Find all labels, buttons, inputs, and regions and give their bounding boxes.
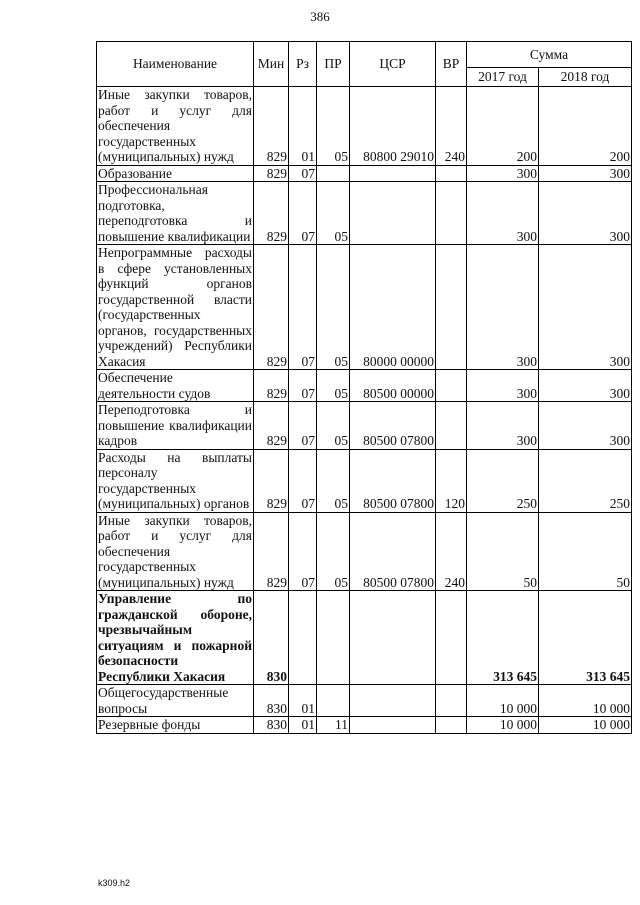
row-name: Общегосударственные вопросы — [97, 685, 254, 717]
table-row — [97, 717, 632, 734]
row-rz: 07 — [289, 402, 317, 450]
header-name: Наименование — [97, 42, 254, 87]
row-name: Иные закупки товаров, работ и услуг для обеспечения государственных (муниципальных) нужд — [98, 512, 252, 590]
row-vr — [436, 717, 467, 734]
row-sum-2017: 50 — [467, 512, 539, 591]
footer-code: k309.h2 — [98, 878, 131, 888]
row-min: 829 — [254, 370, 289, 402]
header-pr: ПР — [317, 42, 350, 87]
row-name: Обеспечение деятельности судов — [97, 370, 254, 402]
row-csr: 80800 29010 — [350, 87, 436, 166]
row-min: 830 — [254, 717, 289, 734]
row-min: 829 — [254, 512, 289, 591]
row-csr: 80500 00000 — [350, 370, 436, 402]
table-row — [97, 87, 632, 166]
row-name: Иные закупки товаров, работ и услуг для обеспечения государственных (муниципальных) нужд — [98, 87, 252, 164]
row-sum-2018: 50 — [539, 512, 632, 591]
row-min: 830 — [254, 685, 289, 717]
row-sum-2018: 10 000 — [539, 685, 632, 717]
row-pr: 11 — [317, 717, 350, 734]
row-sum-2017: 313 645 — [467, 591, 539, 685]
row-name: Непрограммные расходы в сфере установленных функций органов государственной власти (государственных органов, государственных учреждений) Республики Хакасия — [98, 245, 252, 369]
row-rz: 07 — [289, 512, 317, 591]
row-pr: 05 — [317, 182, 350, 245]
row-sum-2018: 300 — [539, 165, 632, 182]
row-sum-2018: 300 — [539, 182, 632, 245]
row-min: 829 — [254, 87, 289, 166]
row-min: 829 — [254, 245, 289, 370]
row-name: Управление по гражданской обороне, чрезвычайным ситуациям и пожарной безопасности Республики Хакасия — [98, 591, 252, 684]
row-sum-2018: 300 — [539, 402, 632, 450]
row-rz: 01 — [289, 717, 317, 734]
table-row — [97, 245, 632, 370]
header-rz: Рз — [289, 42, 317, 87]
row-csr — [350, 182, 436, 245]
table-row — [97, 370, 632, 402]
row-sum-2018: 300 — [539, 370, 632, 402]
row-pr: 05 — [317, 87, 350, 166]
row-vr: 240 — [436, 512, 467, 591]
table-row — [97, 449, 632, 512]
header-year-2017: 2017 год — [467, 68, 539, 87]
row-sum-2017: 200 — [467, 87, 539, 166]
row-pr: 05 — [317, 402, 350, 450]
row-name: Переподготовка и повышение квалификации кадров — [98, 402, 252, 448]
row-min: 829 — [254, 402, 289, 450]
row-rz: 07 — [289, 182, 317, 245]
row-sum-2018: 250 — [539, 449, 632, 512]
row-rz: 01 — [289, 685, 317, 717]
row-pr: 05 — [317, 512, 350, 591]
row-vr — [436, 370, 467, 402]
row-sum-2018: 300 — [539, 245, 632, 370]
table-row — [97, 685, 632, 717]
row-csr: 80500 07800 — [350, 449, 436, 512]
row-vr — [436, 182, 467, 245]
row-vr — [436, 402, 467, 450]
row-pr: 05 — [317, 245, 350, 370]
row-pr — [317, 591, 350, 685]
row-name: Резервные фонды — [97, 717, 254, 734]
row-pr: 05 — [317, 370, 350, 402]
row-vr — [436, 591, 467, 685]
row-min: 830 — [254, 591, 289, 685]
table-row — [97, 165, 632, 182]
row-min: 829 — [254, 449, 289, 512]
row-rz — [289, 591, 317, 685]
row-rz: 07 — [289, 245, 317, 370]
row-sum-2017: 300 — [467, 370, 539, 402]
table-row — [97, 182, 632, 245]
row-name: Образование — [97, 165, 254, 182]
row-vr — [436, 685, 467, 717]
header-sum: Сумма — [467, 42, 632, 68]
row-sum-2018: 200 — [539, 87, 632, 166]
table-row — [97, 512, 632, 591]
row-name: Профессиональная подготовка, переподготовка и повышение квалификации — [98, 182, 252, 244]
header-min: Мин — [254, 42, 289, 87]
row-csr — [350, 685, 436, 717]
table-row-department — [97, 591, 632, 685]
row-rz: 07 — [289, 449, 317, 512]
row-sum-2017: 300 — [467, 245, 539, 370]
row-rz: 07 — [289, 165, 317, 182]
row-pr — [317, 165, 350, 182]
row-min: 829 — [254, 182, 289, 245]
row-sum-2017: 10 000 — [467, 717, 539, 734]
row-csr: 80000 00000 — [350, 245, 436, 370]
row-vr — [436, 245, 467, 370]
header-year-2018: 2018 год — [539, 68, 632, 87]
row-rz: 01 — [289, 87, 317, 166]
header-csr: ЦСР — [350, 42, 436, 87]
row-sum-2017: 300 — [467, 165, 539, 182]
row-vr — [436, 165, 467, 182]
row-vr: 120 — [436, 449, 467, 512]
row-sum-2017: 10 000 — [467, 685, 539, 717]
row-sum-2017: 300 — [467, 182, 539, 245]
row-pr: 05 — [317, 449, 350, 512]
row-vr: 240 — [436, 87, 467, 166]
row-csr — [350, 717, 436, 734]
budget-table — [96, 41, 632, 734]
page-number: 386 — [310, 9, 330, 24]
row-sum-2018: 313 645 — [539, 591, 632, 685]
row-sum-2018: 10 000 — [539, 717, 632, 734]
row-csr: 80500 07800 — [350, 512, 436, 591]
row-sum-2017: 250 — [467, 449, 539, 512]
row-pr — [317, 685, 350, 717]
row-min: 829 — [254, 165, 289, 182]
row-csr — [350, 165, 436, 182]
header-vr: ВР — [436, 42, 467, 87]
row-csr — [350, 591, 436, 685]
row-rz: 07 — [289, 370, 317, 402]
table-row — [97, 402, 632, 450]
row-sum-2017: 300 — [467, 402, 539, 450]
row-name: Расходы на выплаты персоналу государственных (муниципальных) органов — [98, 449, 252, 511]
row-csr: 80500 07800 — [350, 402, 436, 450]
